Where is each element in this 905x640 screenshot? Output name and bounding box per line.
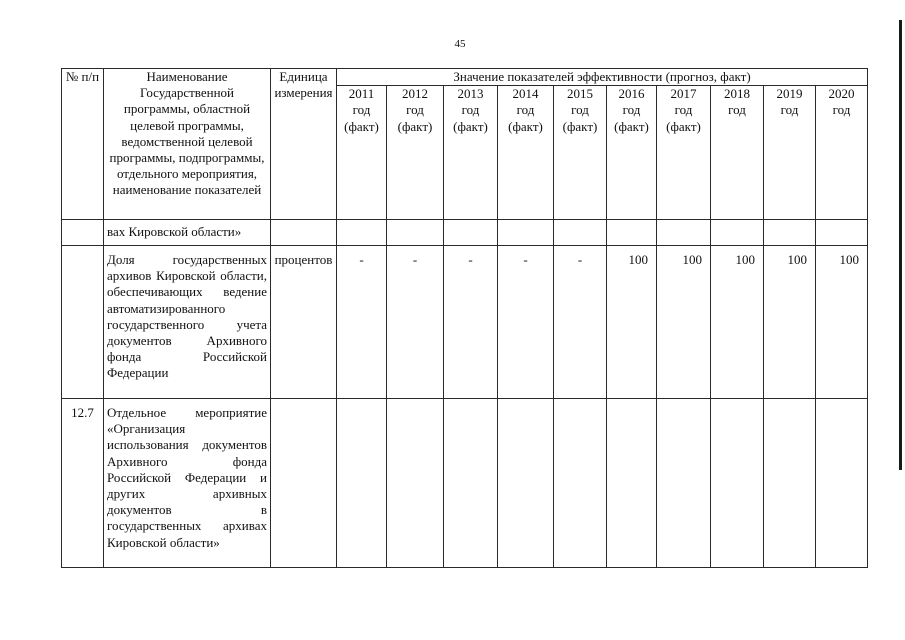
row-value	[711, 399, 764, 568]
row-value	[444, 399, 498, 568]
header-unit: Единица измерения	[271, 69, 337, 220]
header-year-2018: 2018 год	[711, 86, 764, 220]
header-year-2017: 2017 год (факт)	[657, 86, 711, 220]
header-year-2015: 2015 год (факт)	[554, 86, 607, 220]
row-num: 12.7	[62, 399, 104, 568]
performance-indicators-table	[61, 68, 868, 568]
row-unit: процентов	[271, 246, 337, 399]
row-value	[657, 220, 711, 246]
row-value: -	[444, 246, 498, 399]
row-value: 100	[657, 246, 711, 399]
row-value: -	[387, 246, 444, 399]
row-value	[554, 399, 607, 568]
row-value	[554, 220, 607, 246]
header-year-2020: 2020 год	[816, 86, 868, 220]
row-value	[607, 220, 657, 246]
header-year-2016: 2016 год (факт)	[607, 86, 657, 220]
header-num: № п/п	[62, 69, 104, 220]
row-name: вах Кировской области»	[104, 220, 271, 246]
row-value: 100	[764, 246, 816, 399]
row-unit	[271, 399, 337, 568]
header-year-2013: 2013 год (факт)	[444, 86, 498, 220]
row-value	[764, 399, 816, 568]
row-value	[337, 220, 387, 246]
header-year-2019: 2019 год	[764, 86, 816, 220]
row-value: -	[337, 246, 387, 399]
row-value	[607, 399, 657, 568]
row-value	[657, 399, 711, 568]
scan-edge-line	[899, 20, 902, 470]
table-row	[62, 399, 868, 568]
row-value: 100	[816, 246, 868, 399]
header-year-2014: 2014 год (факт)	[498, 86, 554, 220]
row-num	[62, 220, 104, 246]
row-value: 100	[711, 246, 764, 399]
row-value	[498, 220, 554, 246]
row-value	[337, 399, 387, 568]
row-value	[387, 399, 444, 568]
row-value: -	[554, 246, 607, 399]
header-year-2011: 2011 год (факт)	[337, 86, 387, 220]
header-year-2012: 2012 год (факт)	[387, 86, 444, 220]
page-number: 45	[454, 38, 466, 50]
row-value	[387, 220, 444, 246]
table-row	[62, 220, 868, 246]
table-row	[62, 246, 868, 399]
row-value	[711, 220, 764, 246]
row-name: Доля государственных архивов Кировской области, обеспечивающих ведение автоматизированного государственного учета документов Архивного фонда Российской Федерации	[104, 246, 271, 399]
row-value	[498, 399, 554, 568]
row-value	[444, 220, 498, 246]
row-num	[62, 246, 104, 399]
row-value	[764, 220, 816, 246]
row-unit	[271, 220, 337, 246]
row-value: 100	[607, 246, 657, 399]
row-value	[816, 399, 868, 568]
row-value	[816, 220, 868, 246]
row-value: -	[498, 246, 554, 399]
header-name: Наименование Государственной программы, областной целевой программы, ведомственной целевой программы, подпрограммы, отдельного мероприятия, наименование показателей	[104, 69, 271, 220]
header-values-group: Значение показателей эффективности (прогноз, факт)	[337, 69, 868, 86]
header-row-1	[62, 69, 868, 86]
row-name: Отдельное мероприятие «Организация использования документов Архивного фонда Российской Федерации и других архивных документов в государственных архивах Кировской области»	[104, 399, 271, 568]
